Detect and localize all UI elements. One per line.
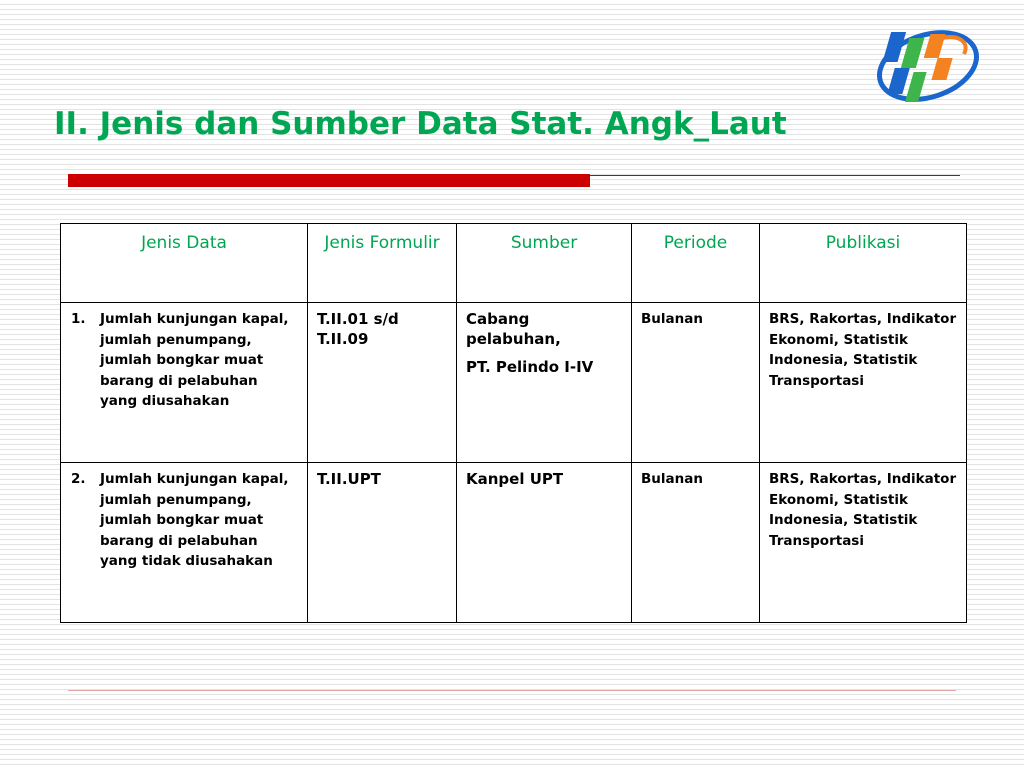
row-number: 2. (71, 471, 86, 487)
title-underline-thick (68, 174, 590, 187)
data-source-table (60, 223, 967, 623)
sumber-line: Cabang pelabuhan, (466, 310, 561, 348)
cell-jenis-data (61, 463, 308, 623)
cell-jenis-formulir: T.II.UPT (308, 463, 457, 623)
cell-publikasi: BRS, Rakortas, Indikator Ekonomi, Statistik Indonesia, Statistik Transportasi (760, 463, 967, 623)
bps-logo-icon (872, 22, 982, 110)
cell-jenis-data (61, 303, 308, 463)
header-publikasi: Publikasi (760, 224, 967, 303)
title-underline-thin (590, 175, 960, 176)
header-sumber: Sumber (457, 224, 632, 303)
table-row (61, 463, 967, 623)
cell-periode: Bulanan (632, 303, 760, 463)
cell-publikasi: BRS, Rakortas, Indikator Ekonomi, Statistik Indonesia, Statistik Transportasi (760, 303, 967, 463)
cell-sumber (457, 303, 632, 463)
cell-sumber (457, 463, 632, 623)
row-number: 1. (71, 311, 86, 327)
table-header-row (61, 224, 967, 303)
header-jenis-formulir: Jenis Formulir (308, 224, 457, 303)
sumber-line: Kanpel UPT (466, 470, 564, 488)
slide-title: II. Jenis dan Sumber Data Stat. Angk_Laut (54, 106, 787, 142)
cell-jenis-formulir: T.II.01 s/d T.II.09 (308, 303, 457, 463)
jenis-data-text: Jumlah kunjungan kapal, jumlah penumpang, jumlah bongkar muat barang di pelabuhan yang tidak diusahakan (100, 471, 289, 569)
header-periode: Periode (632, 224, 760, 303)
header-jenis-data: Jenis Data (61, 224, 308, 303)
sumber-line: PT. Pelindo I-IV (466, 358, 594, 376)
table-row (61, 303, 967, 463)
cell-periode: Bulanan (632, 463, 760, 623)
footer-rule (68, 690, 956, 691)
jenis-data-text: Jumlah kunjungan kapal, jumlah penumpang, jumlah bongkar muat barang di pelabuhan yang diusahakan (100, 311, 289, 409)
